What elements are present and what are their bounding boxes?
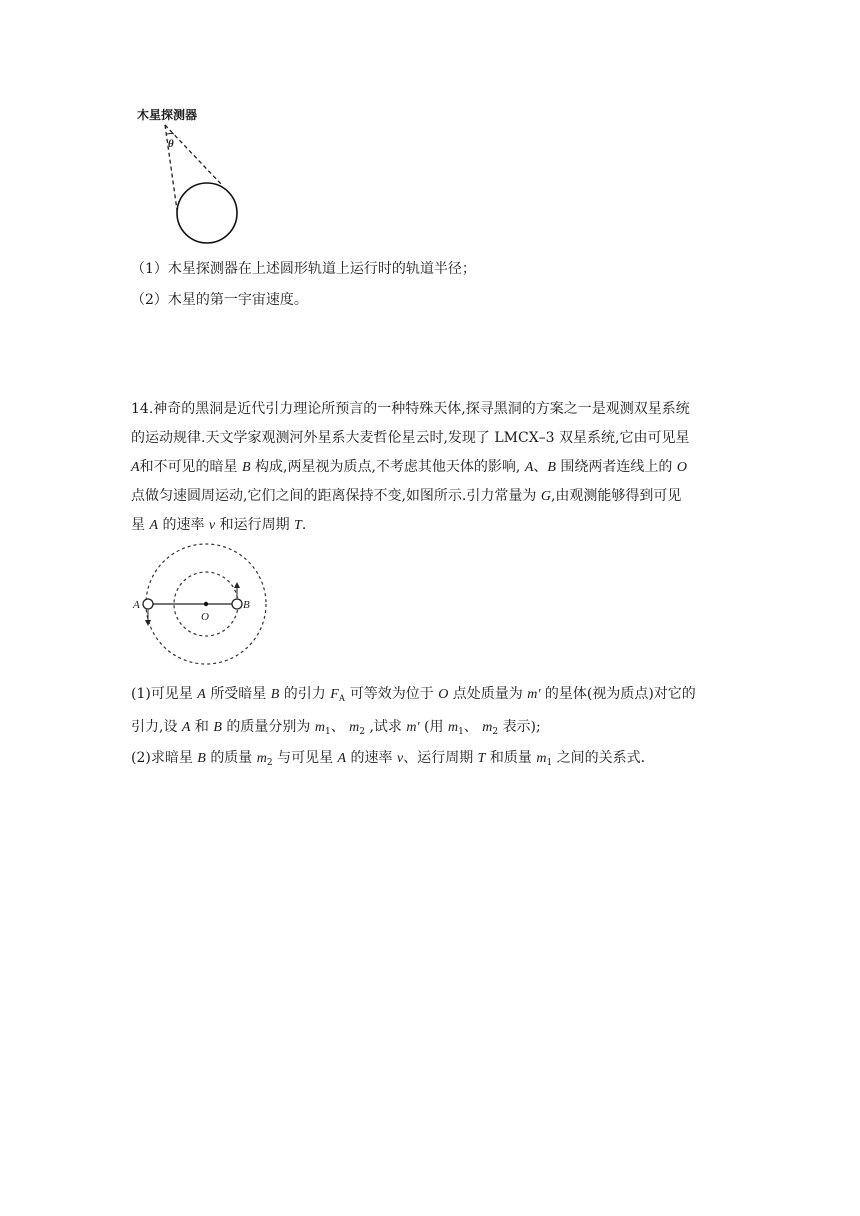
center-o-dot [204,602,208,606]
jupiter-circle [177,183,237,243]
probe-figure-label: 木星探测器 [137,108,198,122]
q14-line5: 星 A 的速率 v 和运行周期 T. [131,517,307,533]
q14-line3: A和不可见的暗星 B 构成,两星视为质点,不考虑其他天体的影响, A、B 围绕两者连线上的 O [131,459,687,475]
label-b: B [243,599,250,611]
angle-arc [167,134,174,135]
q14-part1-line1: (1)可见星 A 所受暗星 B 的引力 $F_A$ 可等效为位于 O 点处质量为 m′ 的星体(视为质点)对它的 [131,686,696,703]
theta-label: θ [168,138,174,150]
star-b [232,599,242,609]
q14-line1: 14.神奇的黑洞是近代引力理论所预言的一种特殊天体,探寻黑洞的方案之一是观测双星系统 [131,401,690,417]
star-a [143,599,153,609]
q14-line2: 的运动规律.天文学家观测河外星系大麦哲伦星云时,发现了 LMCX–3 双星系统,它由可见星 [131,430,690,446]
label-o: O [201,611,209,623]
probe-diagram [130,120,250,248]
label-a: A [133,599,140,611]
velocity-arrow-b-head [234,582,240,588]
q13-part1: （1）木星探测器在上述圆形轨道上运行时的轨道半径； [131,261,476,277]
velocity-arrow-a-head [145,620,151,626]
q13-part2: （2）木星的第一宇宙速度。 [131,292,308,308]
binary-star-diagram [128,540,273,670]
q14-part2: (2)求暗星 B 的质量 $m_2$ 与可见星 A 的速率 v、运行周期 T 和质量 $m_1$ 之间的关系式. [131,750,646,768]
q14-line4: 点做匀速圆周运动,它们之间的距离保持不变,如图所示.引力常量为 G,由观测能够得到可见 [131,488,682,504]
q14-part1-line2: 引力,设 A 和 B 的质量分别为 $m_1$、 $m_2$ ,试求 m′ (用 $m_1$、 $m_2$ 表示); [131,719,541,737]
